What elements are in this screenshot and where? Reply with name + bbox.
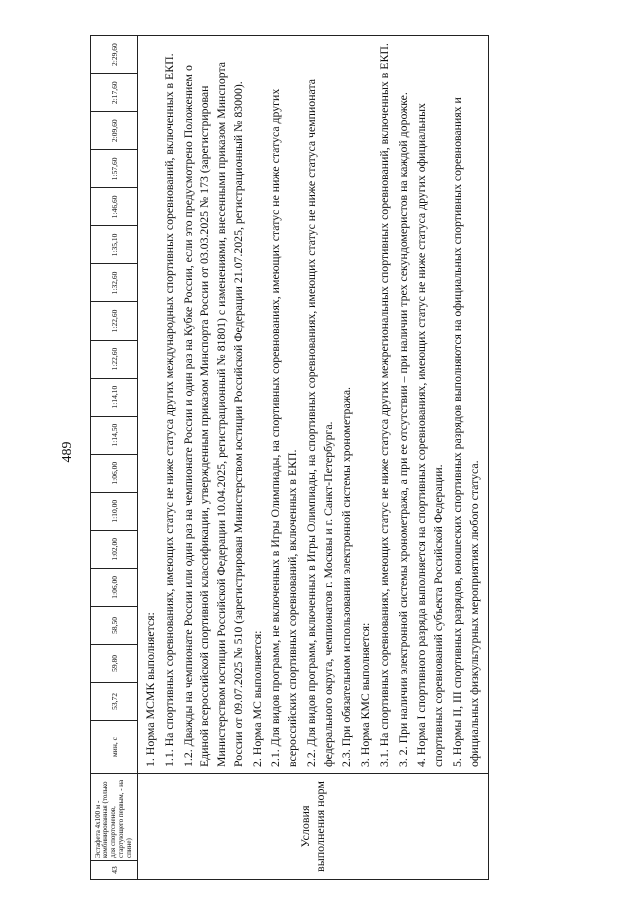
conditions-text — [138, 36, 489, 774]
time-cell: 58,50 — [91, 606, 138, 644]
time-cell: 1:06,00 — [91, 454, 138, 492]
condition-line: 1.1. На спортивных соревнованиях, имеющих статус не ниже статуса других международных спортивных соревнований, включенных в ЕКП. — [161, 53, 176, 767]
time-cell: 2:09,60 — [91, 112, 138, 150]
time-cell: 1:22,60 — [91, 340, 138, 378]
time-cell: 1:14,10 — [91, 378, 138, 416]
event-name: Эстафета 4х100 м - комбинированная (только для спортсменов, стартующего первым, - на спине) — [91, 774, 138, 861]
time-cell: 59,80 — [91, 644, 138, 682]
standards-table — [90, 35, 489, 880]
event-number: 43 — [91, 861, 138, 880]
condition-line: 3. Норма КМС выполняется: — [358, 622, 372, 767]
condition-line: 2.3. При обязательном использовании электронной системы хронометража. — [339, 386, 354, 767]
condition-line: 2.1. Для видов программ, не включенных в Игры Олимпиады, на спортивных соревнованиях, имеющих статус не ниже статуса других всероссийских спортивных соревнований, включенных в ЕКП. — [268, 88, 299, 767]
time-cell: 1:57,60 — [91, 150, 138, 188]
conditions-row — [138, 36, 489, 880]
condition-line: 2. Норма МС выполняется: — [249, 630, 264, 767]
time-cell: 1:06,00 — [91, 568, 138, 606]
time-cell: 1:35,10 — [91, 226, 138, 264]
event-unit: мин, с — [91, 721, 138, 774]
time-cell: 1:22,60 — [91, 302, 138, 340]
conditions-label: Условия выполнения норм — [138, 774, 489, 880]
time-cell: 1:10,00 — [91, 492, 138, 530]
time-cell: 53,72 — [91, 682, 138, 720]
time-cell: 1:14,50 — [91, 416, 138, 454]
condition-line: 3. 2. При наличии электронной системы хронометража, а при ее отсутствии – при наличии трех секундомеристов на каждой дорожке. — [395, 92, 410, 767]
time-cell: 2:17,60 — [91, 74, 138, 112]
time-cell: 2:29,60 — [91, 36, 138, 74]
condition-line: 2.2. Для видов программ, включенных в Игры Олимпиады, на спортивных соревнованиях, имеющих статус не ниже статуса чемпионата федерального округа, чемпионатов г. Москвы и г. Санкт-Петербурга. — [303, 79, 335, 767]
condition-line: 4. Норма I спортивного разряда выполняется на спортивных соревнованиях, имеющих статус не ниже статуса других официальных спортивных соревнований субъекта Российской Федерации. — [414, 103, 445, 767]
time-cell: 1:46,60 — [91, 188, 138, 226]
page-number: 489 — [60, 441, 75, 463]
condition-line: 5. Нормы II, III спортивных разрядов, юношеских спортивных разрядов выполняются на официальных спортивных соревнованиях и официальных физкультурных мероприятиях любого статуса. — [449, 97, 481, 767]
event-row — [91, 36, 138, 880]
time-cell: 1:02,00 — [91, 530, 138, 568]
rotated-table-container — [90, 35, 540, 880]
condition-line: 1. Норма МСМК выполняется: — [143, 612, 157, 767]
condition-line: 1.2. Дважды на чемпионате России или один раз на чемпионате России и один раз на Кубке России, если это предусмотрено Положением о Единой всероссийской спортивной классификации, утвержденным приказом Минспорта России от 03.03.2025 № 173 (зарегистрирован Министерством юстиции Российской Федерации 10.04.2025, регистрационный № 81801) с изменениями, внесенными приказом Минспорта России от 09.07.2025 № 510 (зарегистрирован Министерством юстиции Российской Федерации 21.07.2025, регистрационный № 83000). — [180, 61, 245, 767]
time-cell: 1:32,60 — [91, 264, 138, 302]
condition-line: 3.1. На спортивных соревнованиях, имеющих статус не ниже статуса других межрегиональных спортивных соревнований, включенных в ЕКП. — [376, 43, 391, 767]
